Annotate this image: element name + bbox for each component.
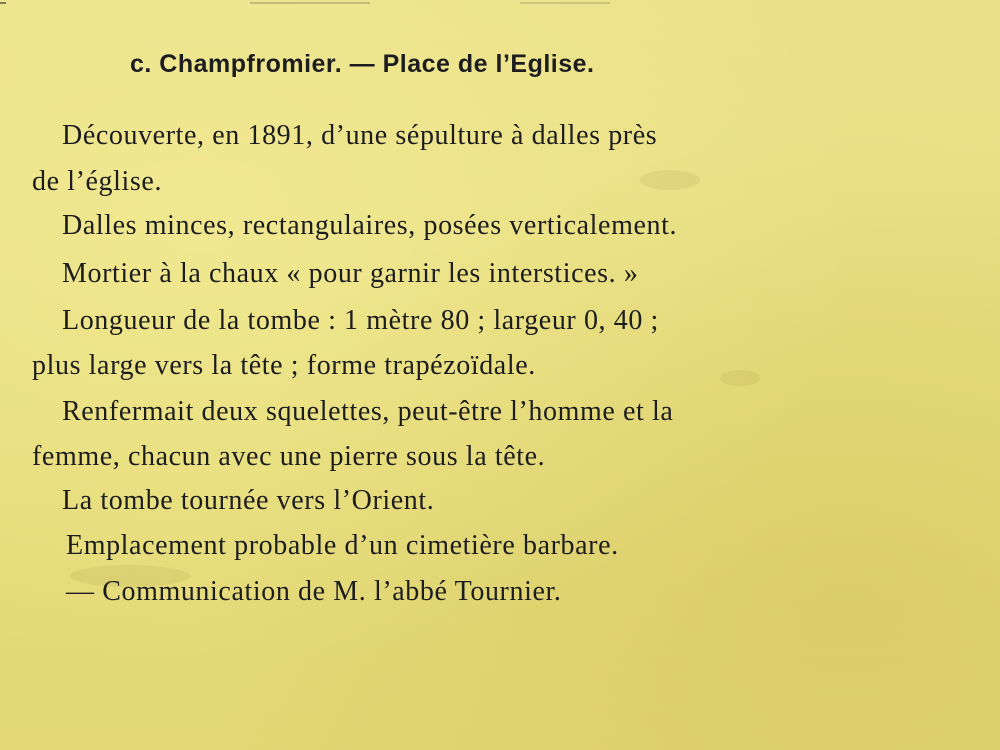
text-line: Renfermait deux squelettes, peut-être l’homme et la <box>62 396 674 427</box>
text-line: Emplacement probable d’un cimetière barbare. <box>66 530 619 561</box>
previous-line-fragment <box>0 0 1000 22</box>
text-line: Découverte, en 1891, d’une sépulture à dalles près <box>62 120 658 151</box>
section-heading: c. Champfromier. — Place de l’Eglise. <box>130 50 595 78</box>
paper-stain <box>720 370 760 386</box>
text-line: de l’église. <box>32 166 163 197</box>
text-line: femme, chacun avec une pierre sous la tête. <box>32 441 546 472</box>
text-line: — Communication de M. l’abbé Tournier. <box>66 576 562 607</box>
text-line: plus large vers la tête ; forme trapézoïdale. <box>32 350 536 381</box>
text-line: Longueur de la tombe : 1 mètre 80 ; largeur 0, 40 ; <box>62 305 659 336</box>
text-line: Mortier à la chaux « pour garnir les interstices. » <box>62 258 639 289</box>
paper-stain <box>640 170 700 190</box>
text-line: Dalles minces, rectangulaires, posées verticalement. <box>62 210 678 241</box>
text-line: La tombe tournée vers l’Orient. <box>62 485 435 516</box>
